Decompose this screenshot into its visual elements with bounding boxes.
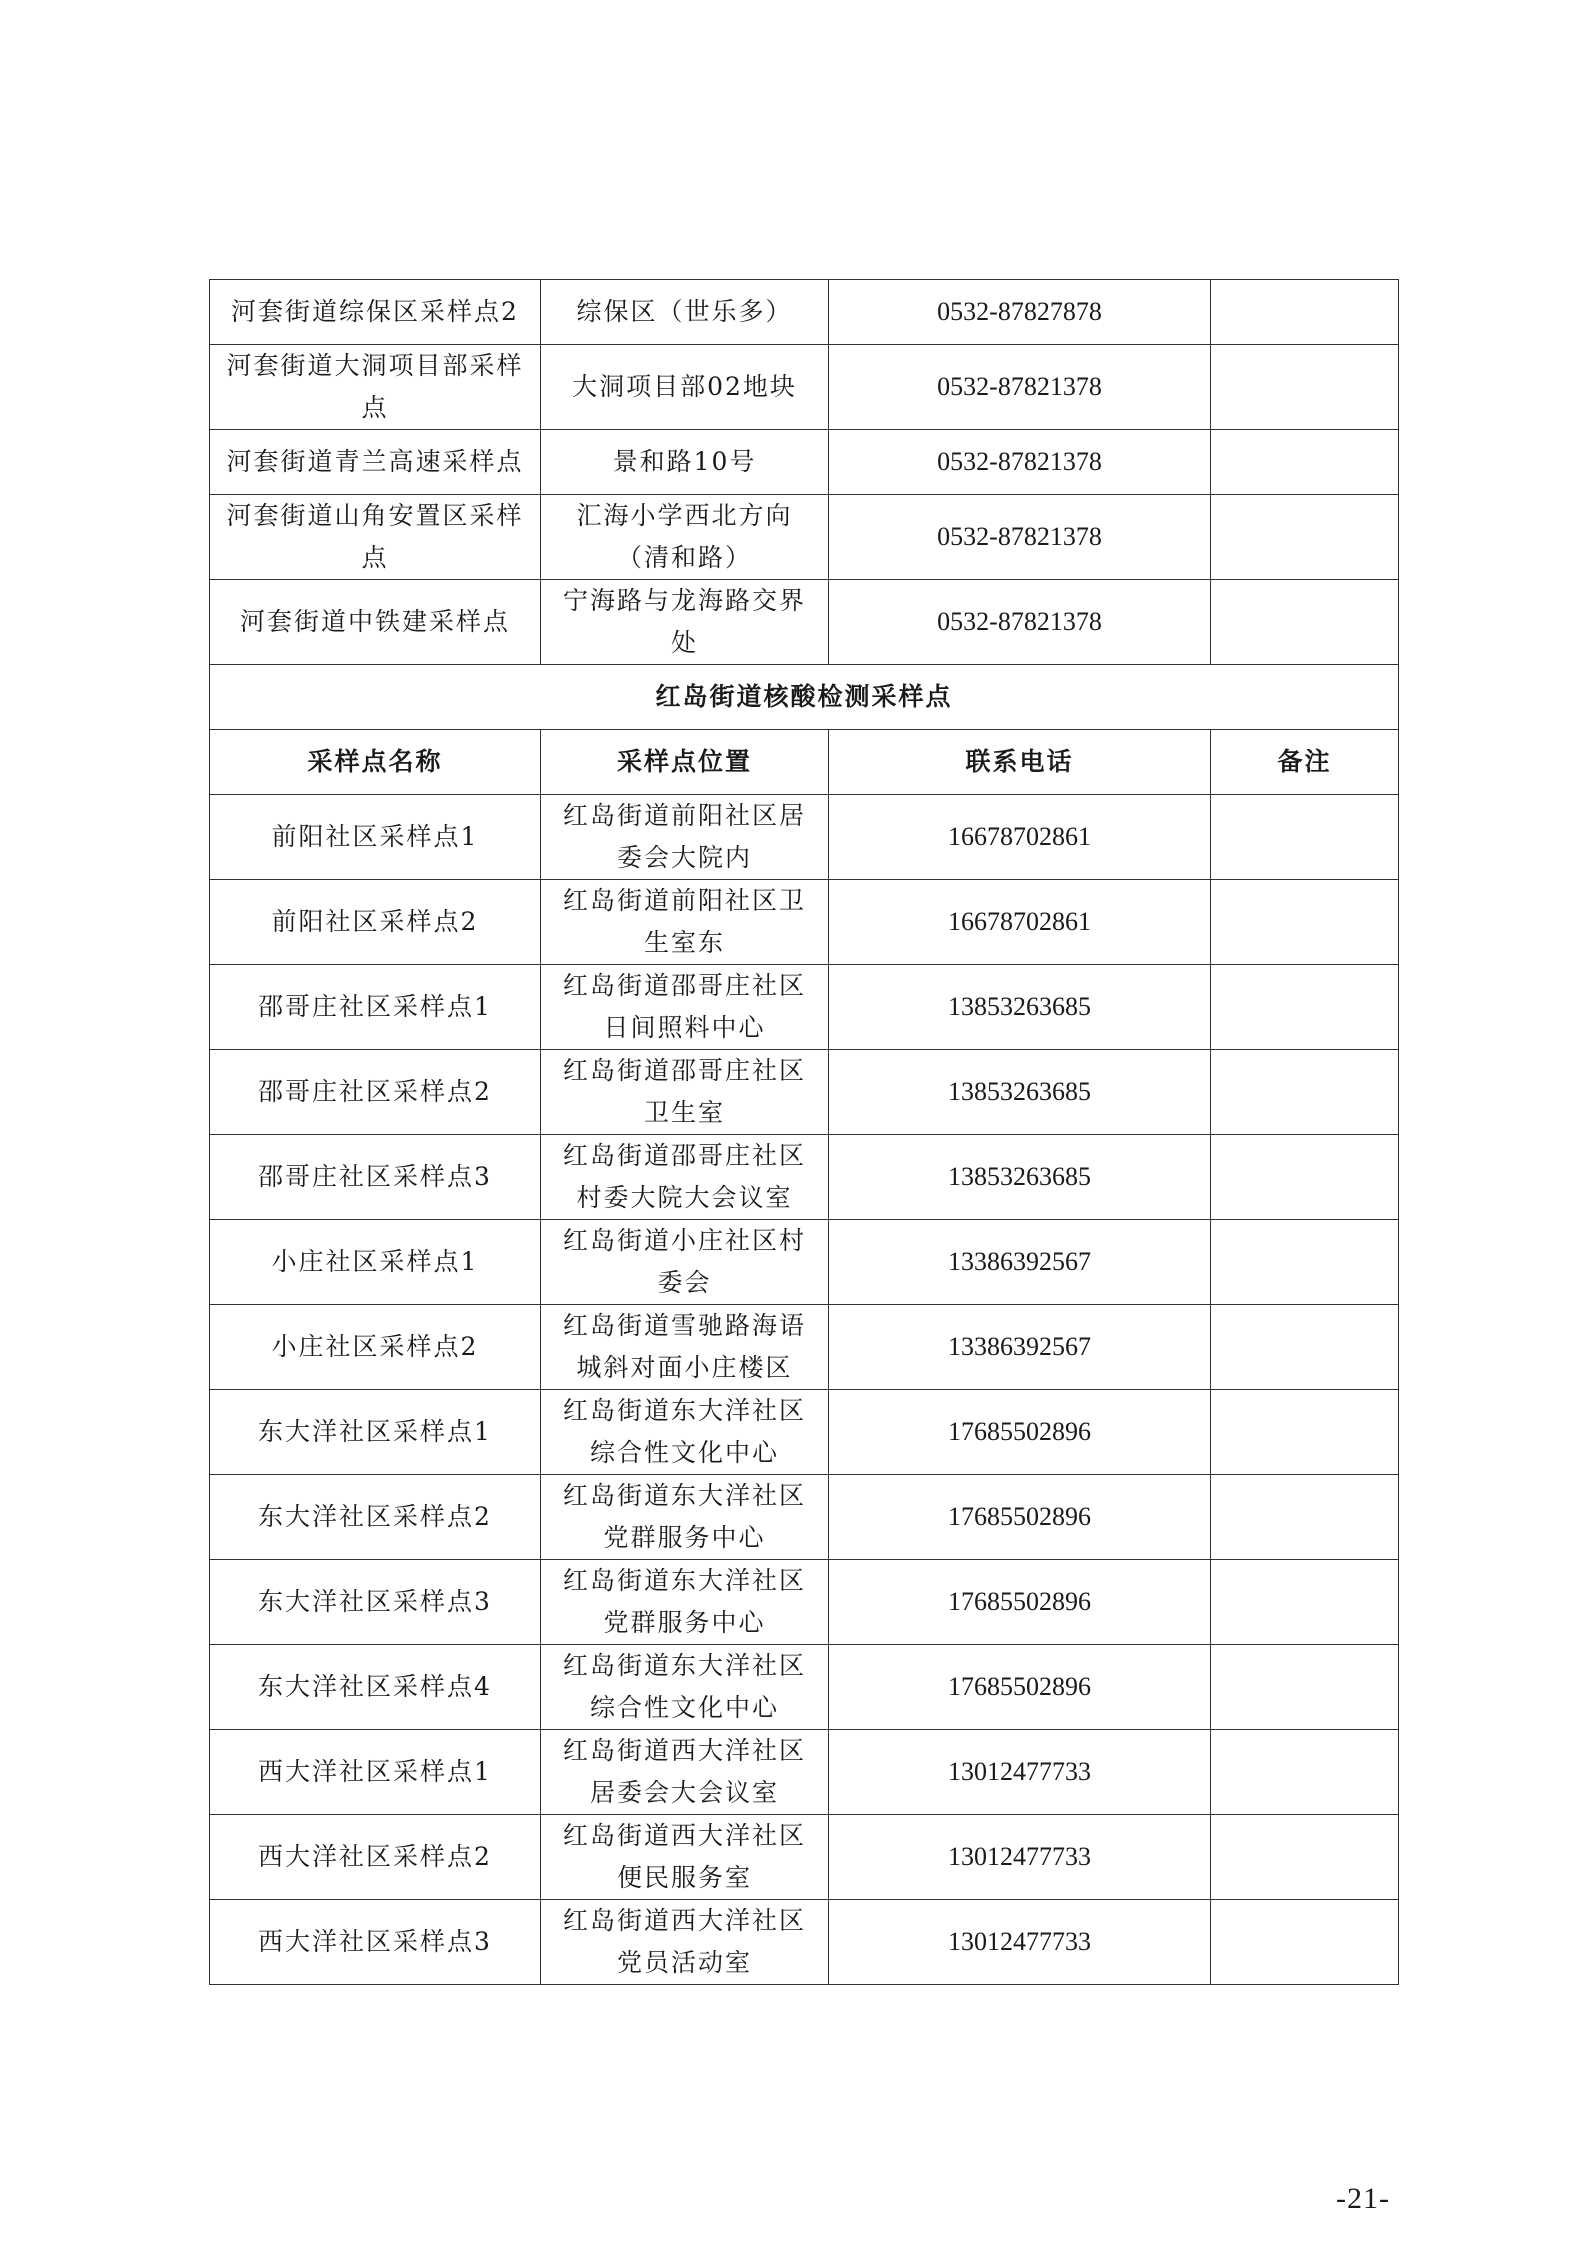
cell-note xyxy=(1211,580,1399,665)
cell-phone: 17685502896 xyxy=(829,1390,1211,1475)
table-row xyxy=(210,1730,1399,1815)
cell-name: 邵哥庄社区采样点3 xyxy=(210,1135,541,1220)
cell-location: 红岛街道东大洋社区党群服务中心 xyxy=(541,1475,829,1560)
cell-name: 邵哥庄社区采样点2 xyxy=(210,1050,541,1135)
cell-location: 红岛街道邵哥庄社区卫生室 xyxy=(541,1050,829,1135)
header-note: 备注 xyxy=(1211,730,1399,795)
cell-phone: 17685502896 xyxy=(829,1645,1211,1730)
cell-name: 东大洋社区采样点2 xyxy=(210,1475,541,1560)
cell-phone: 17685502896 xyxy=(829,1475,1211,1560)
table-row xyxy=(210,1815,1399,1900)
cell-name: 河套街道中铁建采样点 xyxy=(210,580,541,665)
cell-location: 红岛街道邵哥庄社区日间照料中心 xyxy=(541,965,829,1050)
cell-phone: 16678702861 xyxy=(829,880,1211,965)
table-row xyxy=(210,1475,1399,1560)
cell-note xyxy=(1211,1475,1399,1560)
cell-phone: 13853263685 xyxy=(829,1050,1211,1135)
table-row xyxy=(210,345,1399,430)
cell-location: 红岛街道前阳社区卫生室东 xyxy=(541,880,829,965)
cell-note xyxy=(1211,1135,1399,1220)
cell-note xyxy=(1211,1305,1399,1390)
table-row xyxy=(210,1050,1399,1135)
cell-location: 红岛街道东大洋社区综合性文化中心 xyxy=(541,1390,829,1475)
cell-note xyxy=(1211,1815,1399,1900)
cell-location: 景和路10号 xyxy=(541,430,829,495)
cell-location: 大洞项目部02地块 xyxy=(541,345,829,430)
header-row xyxy=(210,730,1399,795)
section-title: 红岛街道核酸检测采样点 xyxy=(210,665,1399,730)
cell-phone: 13386392567 xyxy=(829,1220,1211,1305)
cell-name: 前阳社区采样点1 xyxy=(210,795,541,880)
header-name: 采样点名称 xyxy=(210,730,541,795)
cell-name: 邵哥庄社区采样点1 xyxy=(210,965,541,1050)
cell-location: 红岛街道邵哥庄社区村委大院大会议室 xyxy=(541,1135,829,1220)
cell-phone: 13012477733 xyxy=(829,1900,1211,1985)
header-location: 采样点位置 xyxy=(541,730,829,795)
cell-location: 红岛街道前阳社区居委会大院内 xyxy=(541,795,829,880)
table-row xyxy=(210,1645,1399,1730)
cell-phone: 0532-87827878 xyxy=(829,280,1211,345)
table-row xyxy=(210,430,1399,495)
cell-note xyxy=(1211,345,1399,430)
cell-note xyxy=(1211,430,1399,495)
table-row xyxy=(210,1135,1399,1220)
table-row xyxy=(210,965,1399,1050)
cell-phone: 0532-87821378 xyxy=(829,580,1211,665)
cell-phone: 0532-87821378 xyxy=(829,345,1211,430)
cell-location: 红岛街道西大洋社区党员活动室 xyxy=(541,1900,829,1985)
cell-location: 红岛街道西大洋社区居委会大会议室 xyxy=(541,1730,829,1815)
cell-location: 红岛街道雪驰路海语城斜对面小庄楼区 xyxy=(541,1305,829,1390)
table-row xyxy=(210,1220,1399,1305)
cell-note xyxy=(1211,880,1399,965)
cell-name: 西大洋社区采样点3 xyxy=(210,1900,541,1985)
cell-name: 西大洋社区采样点2 xyxy=(210,1815,541,1900)
sampling-points-table xyxy=(209,279,1399,1985)
cell-name: 西大洋社区采样点1 xyxy=(210,1730,541,1815)
cell-name: 前阳社区采样点2 xyxy=(210,880,541,965)
cell-phone: 17685502896 xyxy=(829,1560,1211,1645)
cell-note xyxy=(1211,965,1399,1050)
cell-location: 红岛街道东大洋社区党群服务中心 xyxy=(541,1560,829,1645)
cell-name: 东大洋社区采样点3 xyxy=(210,1560,541,1645)
cell-note xyxy=(1211,1050,1399,1135)
cell-location: 汇海小学西北方向（清和路） xyxy=(541,495,829,580)
cell-location: 红岛街道小庄社区村委会 xyxy=(541,1220,829,1305)
cell-phone: 13386392567 xyxy=(829,1305,1211,1390)
cell-name: 河套街道大洞项目部采样点 xyxy=(210,345,541,430)
cell-name: 小庄社区采样点1 xyxy=(210,1220,541,1305)
cell-note xyxy=(1211,1730,1399,1815)
cell-note xyxy=(1211,280,1399,345)
cell-location: 红岛街道东大洋社区综合性文化中心 xyxy=(541,1645,829,1730)
table-row xyxy=(210,495,1399,580)
cell-name: 东大洋社区采样点4 xyxy=(210,1645,541,1730)
cell-name: 河套街道山角安置区采样点 xyxy=(210,495,541,580)
cell-location: 宁海路与龙海路交界处 xyxy=(541,580,829,665)
table-row xyxy=(210,1305,1399,1390)
cell-location: 红岛街道西大洋社区便民服务室 xyxy=(541,1815,829,1900)
table-row xyxy=(210,280,1399,345)
cell-phone: 13853263685 xyxy=(829,965,1211,1050)
cell-note xyxy=(1211,1220,1399,1305)
cell-phone: 13853263685 xyxy=(829,1135,1211,1220)
page-number: -21- xyxy=(1336,2182,1390,2215)
cell-note xyxy=(1211,1900,1399,1985)
cell-note xyxy=(1211,495,1399,580)
cell-phone: 16678702861 xyxy=(829,795,1211,880)
table-row xyxy=(210,1560,1399,1645)
section-title-row xyxy=(210,665,1399,730)
cell-phone: 0532-87821378 xyxy=(829,495,1211,580)
table-row xyxy=(210,795,1399,880)
cell-name: 河套街道综保区采样点2 xyxy=(210,280,541,345)
header-phone: 联系电话 xyxy=(829,730,1211,795)
cell-location: 综保区（世乐多） xyxy=(541,280,829,345)
cell-name: 河套街道青兰高速采样点 xyxy=(210,430,541,495)
cell-name: 小庄社区采样点2 xyxy=(210,1305,541,1390)
table-row xyxy=(210,880,1399,965)
cell-note xyxy=(1211,795,1399,880)
cell-phone: 13012477733 xyxy=(829,1730,1211,1815)
cell-note xyxy=(1211,1560,1399,1645)
cell-note xyxy=(1211,1645,1399,1730)
cell-phone: 13012477733 xyxy=(829,1815,1211,1900)
table-row xyxy=(210,580,1399,665)
cell-phone: 0532-87821378 xyxy=(829,430,1211,495)
table-row xyxy=(210,1390,1399,1475)
cell-name: 东大洋社区采样点1 xyxy=(210,1390,541,1475)
table-row xyxy=(210,1900,1399,1985)
cell-note xyxy=(1211,1390,1399,1475)
